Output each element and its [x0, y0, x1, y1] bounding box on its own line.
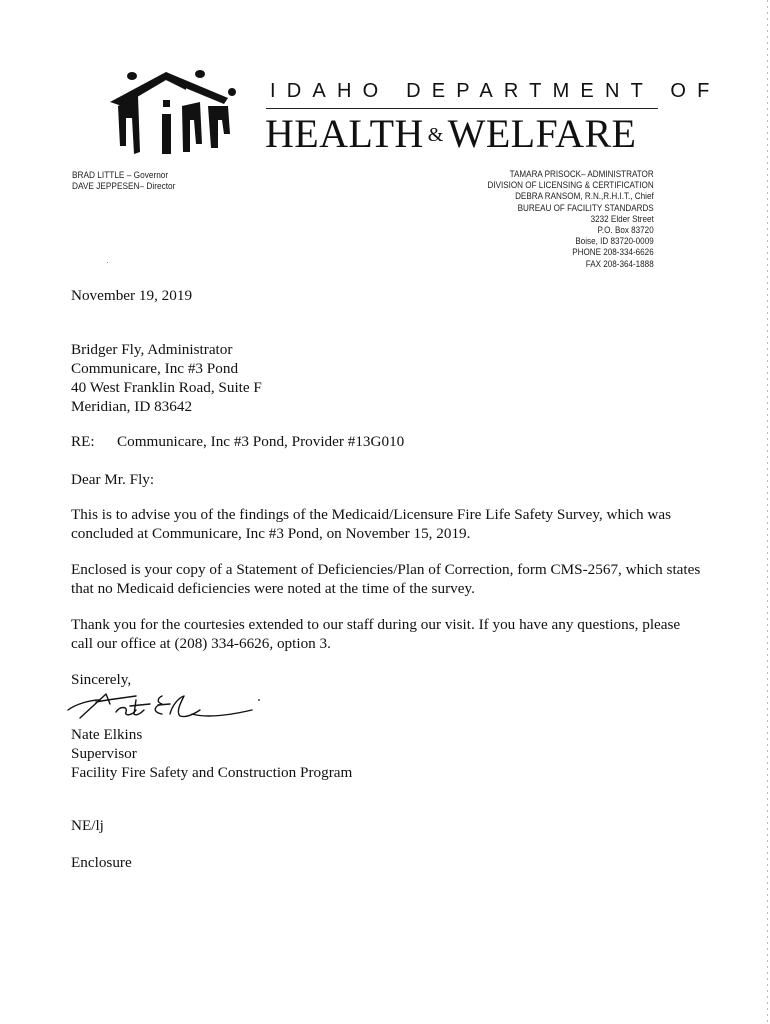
re-text: Communicare, Inc #3 Pond, Provider #13G010 [117, 433, 405, 450]
paragraph-thanks-line-2: call our office at (208) 334-6626, option 3. [71, 635, 331, 652]
idhw-house-logo [108, 62, 246, 158]
signer-name: Nate Elkins [71, 726, 143, 743]
officials-right [488, 169, 654, 270]
re-label: RE: [71, 433, 95, 450]
handwritten-signature [66, 688, 276, 728]
paragraph-findings-line-1: This is to advise you of the findings of the Medicaid/Licensure Fire Life Safety Survey, which was [71, 506, 672, 523]
signer-title: Supervisor [71, 745, 137, 762]
recipient-name: Bridger Fly, Administrator [71, 341, 233, 358]
paragraph-thanks-line-1: Thank you for the courtesies extended to our staff during our visit. If you have any questions, please [71, 616, 681, 633]
agency-title [265, 110, 636, 157]
city-line: Boise, ID 83720-0009 [575, 236, 654, 247]
signer-block [71, 725, 711, 782]
phone-line: PHONE 208-334-6626 [572, 247, 654, 258]
letter-date: November 19, 2019 [71, 287, 193, 304]
salutation: Dear Mr. Fly: [71, 471, 155, 488]
recipient-org: Communicare, Inc #3 Pond [71, 360, 239, 377]
department-name: IDAHO DEPARTMENT OF [270, 80, 721, 102]
letterhead-rule [266, 108, 658, 109]
recipient-street: 40 West Franklin Road, Suite F [71, 379, 262, 396]
paragraph-findings-line-2: concluded at Communicare, Inc #3 Pond, on November 15, 2019. [71, 525, 471, 542]
agency-title-welfare: WELFARE [447, 111, 637, 156]
recipient-address [71, 340, 711, 416]
enclosure-note: Enclosure [71, 854, 132, 871]
director-line: DAVE JEPPESEN– Director [72, 181, 176, 191]
scan-speck [107, 262, 108, 263]
paragraph-enclosed [71, 560, 711, 598]
signer-program: Facility Fire Safety and Construction Program [71, 764, 353, 781]
paragraph-findings [71, 505, 711, 543]
bureau-line: BUREAU OF FACILITY STANDARDS [517, 202, 654, 213]
recipient-city: Meridian, ID 83642 [71, 398, 193, 415]
re-line [71, 432, 711, 451]
street-line: 3232 Elder Street [590, 213, 654, 224]
agency-title-ampersand: & [427, 124, 444, 146]
agency-title-health: HEALTH [265, 111, 424, 156]
officials-left [72, 170, 175, 192]
paragraph-thanks [71, 615, 711, 653]
paragraph-enclosed-line-1: Enclosed is your copy of a Statement of Deficiencies/Plan of Correction, form CMS-2567, which states [71, 561, 701, 578]
division-line: DIVISION OF LICENSING & CERTIFICATION [487, 180, 654, 191]
administrator-line: TAMARA PRISOCK– ADMINISTRATOR [509, 169, 654, 179]
governor-line: BRAD LITTLE – Governor [72, 170, 169, 180]
scan-edge [767, 0, 768, 1024]
fax-line: FAX 208-364-1888 [585, 258, 654, 269]
typist-initials: NE/lj [71, 817, 104, 834]
closing: Sincerely, [71, 671, 132, 688]
chief-line: DEBRA RANSOM, R.N.,R.H.I.T., Chief [515, 191, 654, 202]
po-box-line: P.O. Box 83720 [597, 225, 654, 236]
paragraph-enclosed-line-2: that no Medicaid deficiencies were noted at the time of the survey. [71, 580, 475, 597]
